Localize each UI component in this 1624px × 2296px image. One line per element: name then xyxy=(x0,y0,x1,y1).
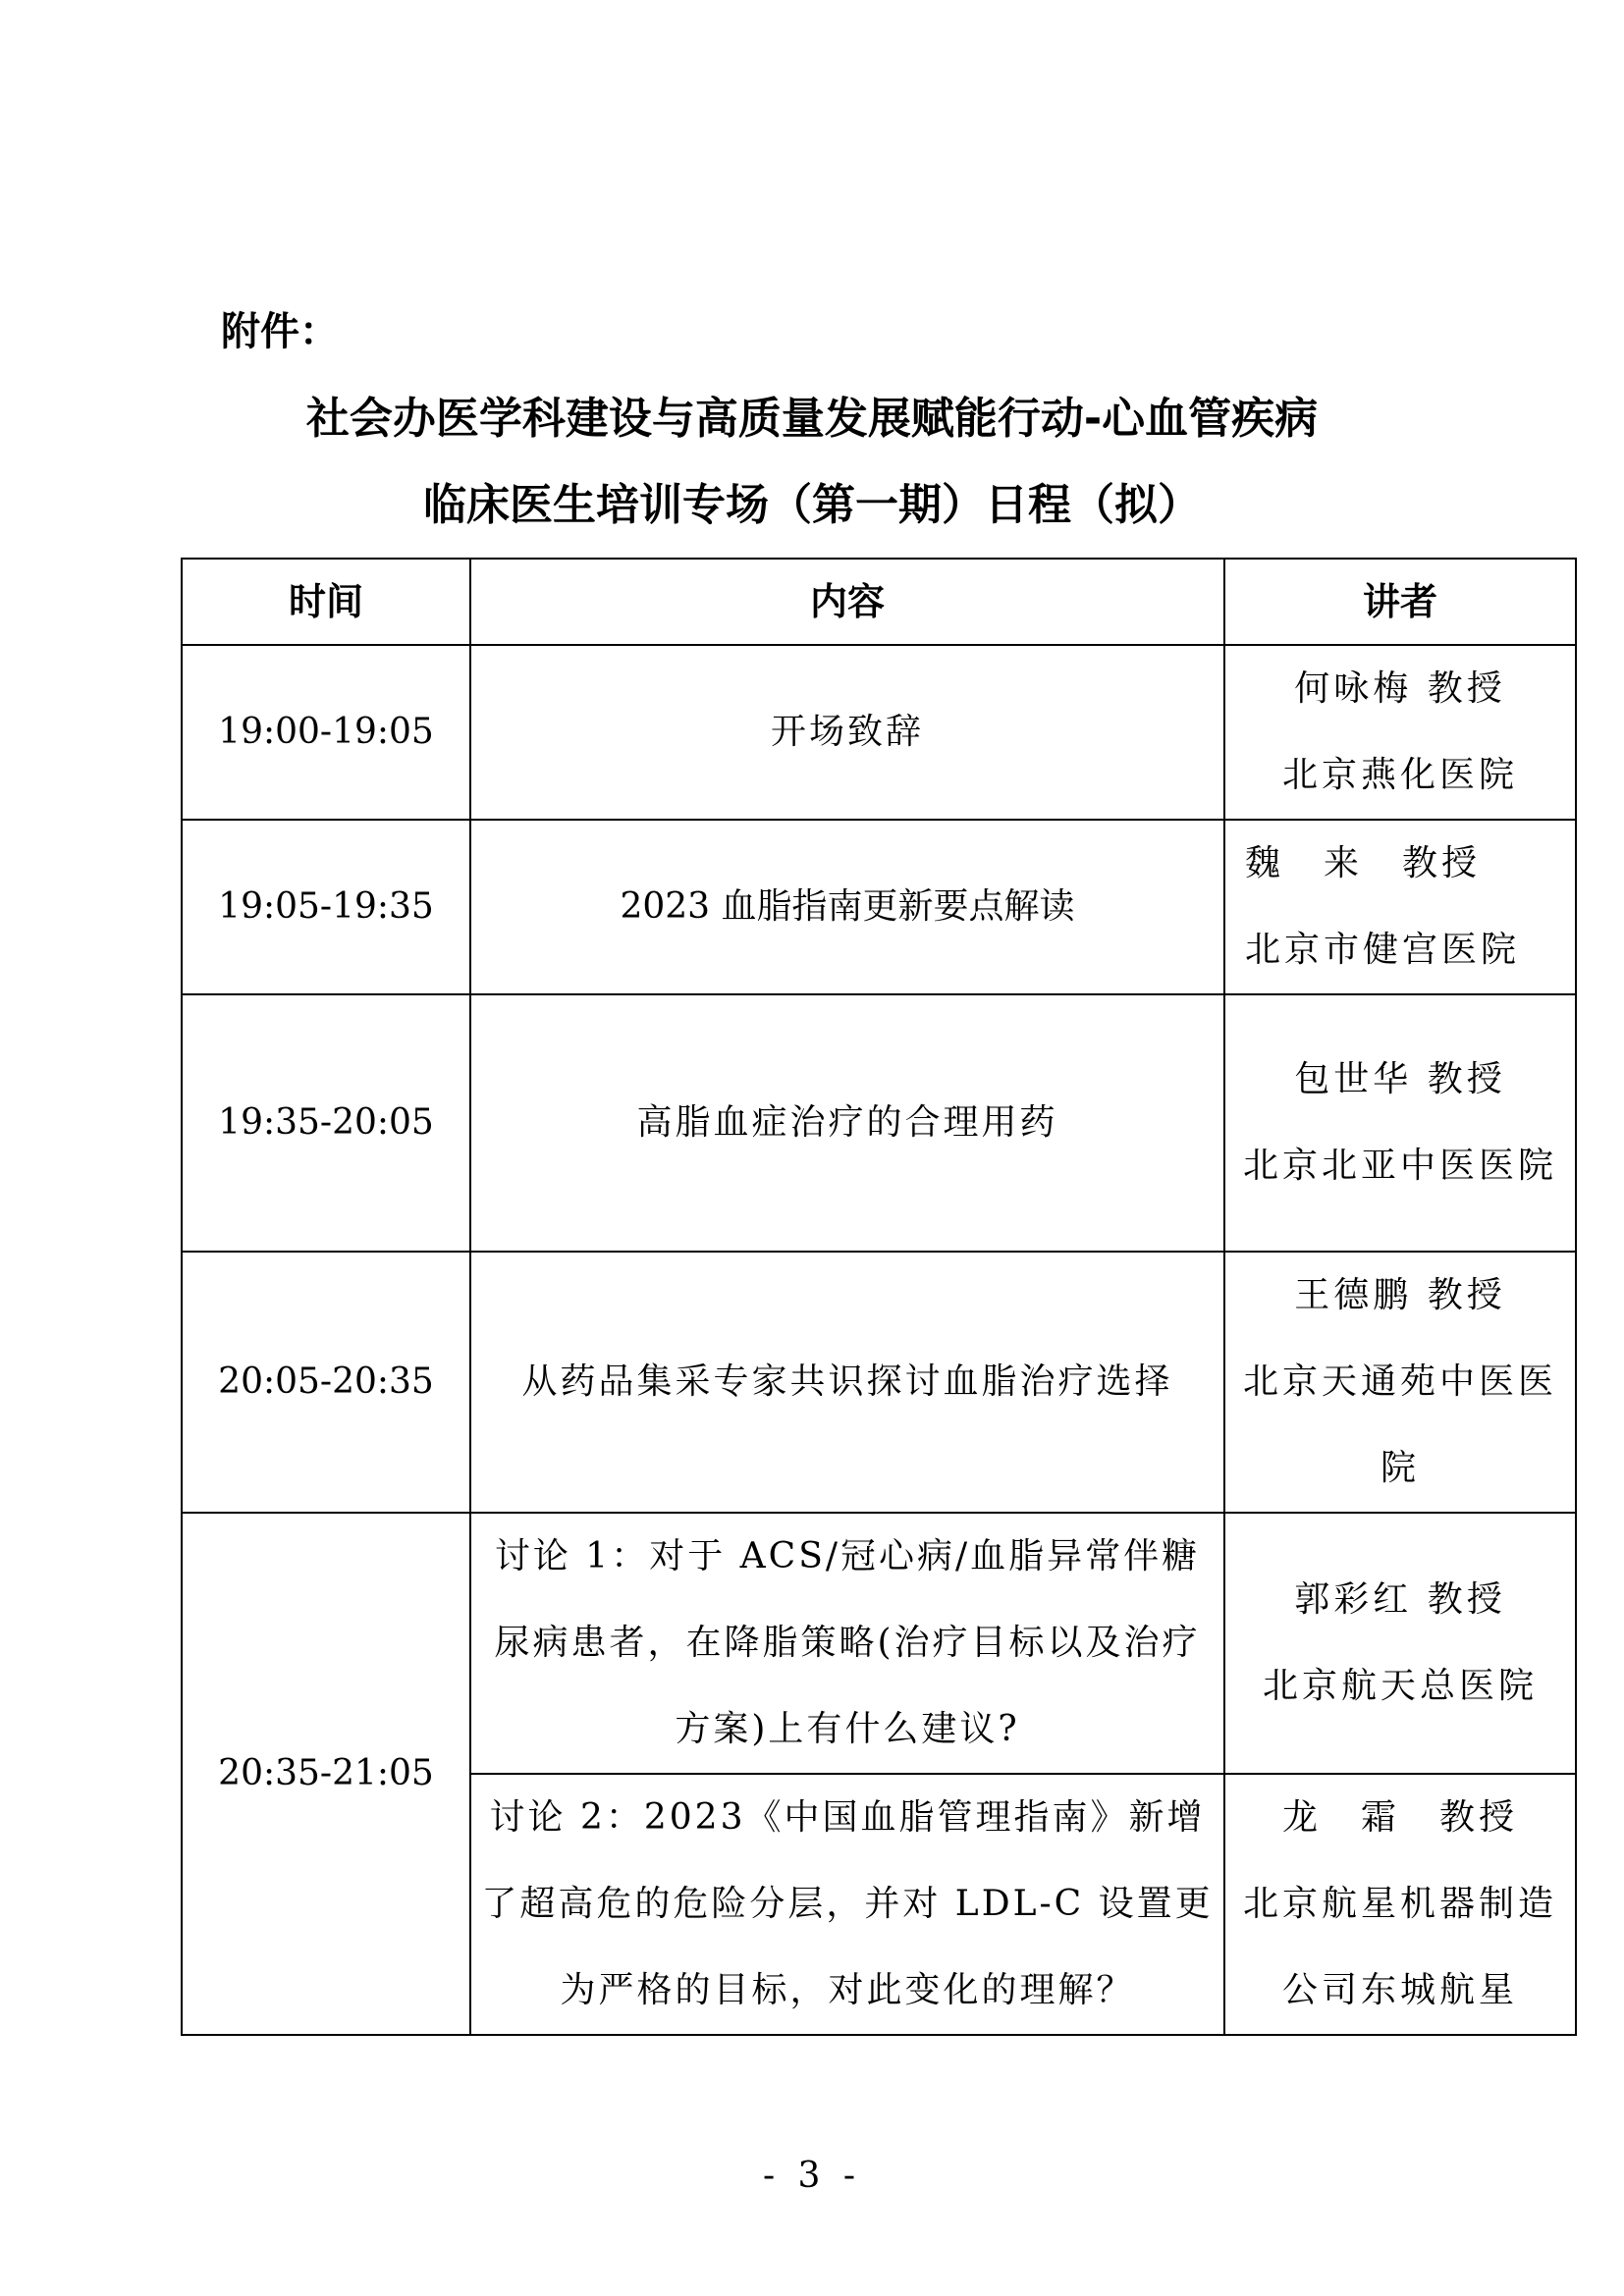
row-content: 讨论 1：对于 ACS/冠心病/血脂异常伴糖尿病患者，在降脂策略(治疗目标以及治疗方案)上有什么建议? xyxy=(470,1513,1224,1774)
speaker-org: 北京燕化医院 xyxy=(1281,755,1518,795)
speaker-name: 魏 来 教授 xyxy=(1245,843,1482,883)
table-header-row xyxy=(182,559,1576,645)
attachment-label: 附件： xyxy=(221,309,339,354)
speaker-name: 包世华 教授 xyxy=(1294,1059,1506,1099)
speaker-org: 北京市健宫医院 xyxy=(1245,930,1521,970)
row-content: 高脂血症治疗的合理用药 xyxy=(470,994,1224,1252)
header-content: 内容 xyxy=(470,559,1224,645)
row-speaker xyxy=(1224,1513,1576,1774)
speaker-org: 北京航天总医院 xyxy=(1262,1666,1538,1706)
speaker-org: 北京天通苑中医医院 xyxy=(1242,1362,1557,1488)
table-row xyxy=(182,1252,1576,1513)
speaker-name: 王德鹏 教授 xyxy=(1294,1275,1506,1315)
row-time: 19:00-19:05 xyxy=(182,645,470,820)
table-row xyxy=(182,820,1576,994)
document-title-line-1: 社会办医学科建设与高质量发展赋能行动-心血管疾病 xyxy=(305,394,1319,444)
schedule-table xyxy=(181,558,1577,2036)
speaker-name: 郭彩红 教授 xyxy=(1294,1579,1506,1620)
page-number: - 3 - xyxy=(762,2156,862,2196)
header-time: 时间 xyxy=(182,559,470,645)
row-speaker xyxy=(1224,645,1576,820)
row-content: 讨论 2：2023《中国血脂管理指南》新增了超高危的危险分层，并对 LDL-C 设置更为严格的目标，对此变化的理解？ xyxy=(470,1774,1224,2035)
speaker-name: 龙 霜 教授 xyxy=(1281,1797,1518,1838)
table-row xyxy=(182,1513,1576,1774)
row-time: 20:05-20:35 xyxy=(182,1252,470,1513)
speaker-org: 北京航星机器制造公司东城航星 xyxy=(1242,1884,1557,2010)
row-speaker xyxy=(1224,994,1576,1252)
document-title-line-2: 临床医生培训专场（第一期）日程（拟） xyxy=(423,480,1201,530)
speaker-org: 北京北亚中医医院 xyxy=(1242,1146,1557,1186)
row-time: 20:35-21:05 xyxy=(182,1513,470,2035)
row-content: 开场致辞 xyxy=(470,645,1224,820)
row-speaker xyxy=(1224,1252,1576,1513)
speaker-name: 何咏梅 教授 xyxy=(1294,668,1506,709)
row-content: 从药品集采专家共识探讨血脂治疗选择 xyxy=(470,1252,1224,1513)
header-speaker: 讲者 xyxy=(1224,559,1576,645)
row-speaker xyxy=(1224,820,1576,994)
table-row xyxy=(182,994,1576,1252)
row-speaker xyxy=(1224,1774,1576,2035)
row-time: 19:35-20:05 xyxy=(182,994,470,1252)
table-row xyxy=(182,645,1576,820)
row-time: 19:05-19:35 xyxy=(182,820,470,994)
row-content: 2023 血脂指南更新要点解读 xyxy=(470,820,1224,994)
